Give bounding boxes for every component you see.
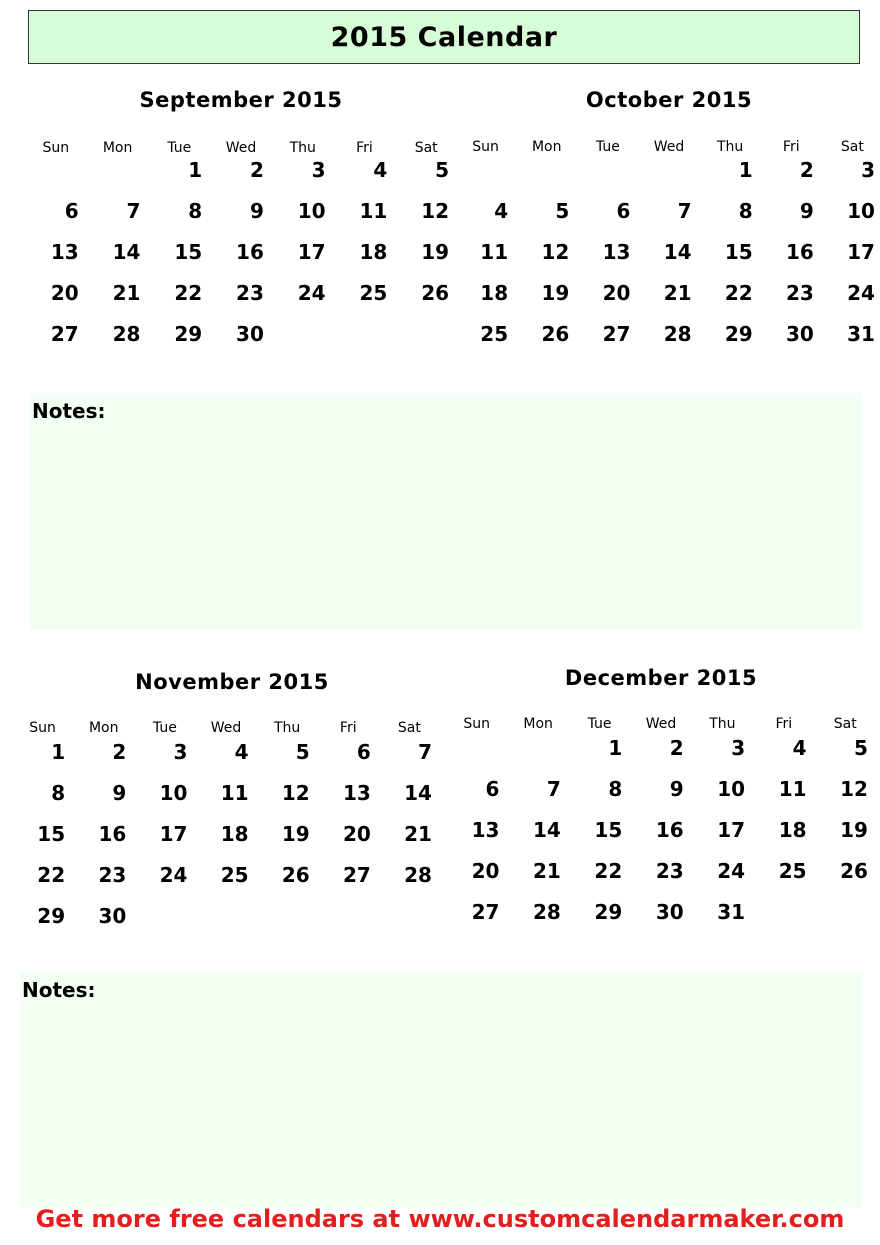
weekday-label: Tue [152, 720, 177, 736]
day-cell: 3 [861, 158, 875, 182]
month-title: December 2015 [564, 666, 758, 690]
week-row [12, 781, 440, 822]
weekday-label: Mon [102, 140, 133, 156]
weekday-label: Tue [587, 716, 612, 732]
day-cell [379, 904, 440, 945]
day-cell: 15 [174, 240, 203, 264]
day-cell: 6 [485, 777, 500, 801]
weekday-label: Sat [833, 716, 857, 732]
day-cell: 2 [112, 740, 127, 764]
day-cell: 7 [126, 199, 141, 223]
week-row [446, 900, 876, 941]
week-row [12, 904, 440, 945]
weekday-label: Wed [210, 720, 242, 736]
month-title: November 2015 [135, 670, 329, 694]
day-cell: 24 [159, 863, 188, 887]
day-cell: 15 [594, 818, 623, 842]
day-cell: 29 [37, 904, 66, 928]
day-cell: 26 [541, 322, 570, 346]
week-row [25, 281, 457, 322]
day-cell: 20 [50, 281, 79, 305]
day-cell: 6 [616, 199, 631, 223]
week-row [446, 859, 876, 900]
day-cell: 14 [404, 781, 432, 805]
notes-label: Notes: [32, 399, 106, 423]
day-cell: 28 [663, 322, 692, 346]
day-cell: 26 [281, 863, 310, 887]
day-cell: 3 [173, 740, 188, 764]
week-row [25, 199, 457, 240]
weekday-label: Thu [289, 140, 316, 156]
weekday-header [25, 140, 457, 156]
day-cell: 1 [51, 740, 66, 764]
week-row [455, 199, 880, 240]
day-cell: 9 [799, 199, 814, 223]
day-cell: 29 [594, 900, 623, 924]
day-cell: 24 [847, 281, 875, 305]
day-cell: 4 [234, 740, 249, 764]
day-cell [87, 158, 149, 199]
day-cell: 3 [731, 736, 746, 760]
week-row [12, 822, 440, 863]
day-cell: 24 [717, 859, 746, 883]
day-cell: 28 [112, 322, 141, 346]
day-cell [753, 900, 814, 941]
day-cell: 7 [546, 777, 561, 801]
day-cell: 24 [297, 281, 326, 305]
week-row [25, 240, 457, 281]
day-cell: 17 [159, 822, 188, 846]
day-cell: 2 [799, 158, 814, 182]
week-row [446, 736, 876, 777]
day-cell [395, 322, 457, 363]
day-cell: 9 [112, 781, 127, 805]
weekday-label: Mon [88, 720, 119, 736]
day-cell: 31 [847, 322, 875, 346]
day-cell: 25 [220, 863, 249, 887]
weekday-label: Fri [339, 720, 357, 736]
weekday-header [12, 720, 440, 736]
day-cell: 17 [297, 240, 326, 264]
day-cell: 11 [359, 199, 388, 223]
day-cell: 18 [778, 818, 807, 842]
day-cell: 26 [421, 281, 450, 305]
day-cell: 12 [840, 777, 868, 801]
day-cell [272, 322, 334, 363]
day-cell: 5 [295, 740, 310, 764]
day-cell: 25 [778, 859, 807, 883]
day-cell: 18 [359, 240, 388, 264]
day-cell: 27 [343, 863, 371, 887]
day-cell: 29 [724, 322, 753, 346]
day-cell: 4 [494, 199, 509, 223]
day-cell: 22 [37, 863, 66, 887]
day-cell: 22 [594, 859, 623, 883]
day-cell: 18 [480, 281, 509, 305]
day-cell: 5 [555, 199, 570, 223]
day-cell [455, 158, 516, 199]
week-row [455, 322, 880, 363]
day-cell: 10 [717, 777, 746, 801]
day-cell: 12 [541, 240, 570, 264]
month-october [455, 88, 880, 363]
day-cell: 12 [281, 781, 310, 805]
day-cell: 21 [663, 281, 692, 305]
week-row [446, 777, 876, 818]
day-cell: 8 [188, 199, 203, 223]
weekday-label: Tue [167, 140, 192, 156]
day-cell: 10 [159, 781, 188, 805]
weekday-label: Fri [782, 139, 800, 155]
day-cell: 30 [786, 322, 814, 346]
weekday-label: Sun [463, 716, 491, 732]
day-cell [446, 736, 507, 777]
day-cell [195, 904, 256, 945]
day-cell: 25 [359, 281, 388, 305]
day-cell: 21 [112, 281, 141, 305]
day-cell: 14 [663, 240, 692, 264]
day-cell: 19 [421, 240, 450, 264]
day-cell: 7 [418, 740, 432, 764]
day-cell: 20 [602, 281, 631, 305]
day-cell: 19 [541, 281, 570, 305]
day-cell: 1 [738, 158, 753, 182]
weekday-label: Wed [645, 716, 677, 732]
day-cell: 22 [174, 281, 203, 305]
day-cell: 2 [669, 736, 684, 760]
weekday-label: Sat [397, 720, 421, 736]
day-cell: 5 [854, 736, 868, 760]
day-cell: 4 [792, 736, 807, 760]
day-cell: 20 [471, 859, 500, 883]
day-cell: 6 [64, 199, 79, 223]
day-cell: 12 [421, 199, 450, 223]
day-cell: 21 [533, 859, 561, 883]
day-cell: 16 [236, 240, 264, 264]
day-cell: 14 [533, 818, 561, 842]
weekday-header [455, 139, 880, 155]
notes-area-1 [30, 393, 862, 630]
day-cell: 26 [840, 859, 868, 883]
day-cell: 7 [677, 199, 692, 223]
weekday-label: Thu [273, 720, 301, 736]
day-cell: 13 [471, 818, 500, 842]
week-row [455, 281, 880, 322]
day-cell: 28 [404, 863, 432, 887]
day-cell: 9 [249, 199, 264, 223]
calendar-title: 2015 Calendar [28, 10, 860, 64]
day-cell: 20 [343, 822, 371, 846]
day-cell: 15 [724, 240, 753, 264]
day-cell: 16 [655, 818, 684, 842]
week-row [25, 322, 457, 363]
day-cell: 17 [717, 818, 746, 842]
day-cell: 11 [480, 240, 509, 264]
day-cell: 23 [236, 281, 264, 305]
day-cell: 23 [786, 281, 814, 305]
notes-area-2 [20, 972, 862, 1208]
day-cell: 9 [669, 777, 684, 801]
day-cell [638, 158, 699, 199]
day-cell: 27 [50, 322, 79, 346]
weekday-header [446, 716, 876, 732]
weekday-label: Mon [531, 139, 562, 155]
weekday-label: Sat [840, 139, 864, 155]
day-cell: 19 [281, 822, 310, 846]
day-cell: 23 [98, 863, 127, 887]
week-row [25, 158, 457, 199]
month-december [446, 666, 876, 936]
week-row [12, 863, 440, 904]
week-row [455, 240, 880, 281]
weekday-label: Sun [472, 139, 499, 155]
day-cell [334, 322, 396, 363]
day-cell [577, 158, 638, 199]
day-cell: 10 [297, 199, 326, 223]
weekday-label: Sun [42, 140, 70, 156]
day-cell: 28 [533, 900, 561, 924]
day-cell: 23 [655, 859, 684, 883]
day-cell: 14 [112, 240, 141, 264]
month-title: October 2015 [585, 88, 753, 112]
day-cell: 19 [840, 818, 868, 842]
day-cell: 13 [50, 240, 79, 264]
weekday-label: Tue [595, 139, 620, 155]
day-cell [318, 904, 379, 945]
day-cell: 4 [373, 158, 388, 182]
day-cell: 31 [717, 900, 746, 924]
day-cell [815, 900, 876, 941]
day-cell: 3 [311, 158, 326, 182]
day-cell [516, 158, 577, 199]
day-cell: 15 [37, 822, 66, 846]
footer-promo-text: Get more free calendars at www.customcalendarmaker.com [35, 1205, 845, 1233]
day-cell: 8 [608, 777, 623, 801]
day-cell: 22 [724, 281, 753, 305]
day-cell: 8 [738, 199, 753, 223]
day-cell: 18 [220, 822, 249, 846]
week-row [446, 818, 876, 859]
day-cell: 13 [343, 781, 371, 805]
weekday-label: Fri [775, 716, 793, 732]
day-cell: 27 [602, 322, 631, 346]
day-cell [134, 904, 195, 945]
day-cell: 21 [404, 822, 432, 846]
day-cell [257, 904, 318, 945]
day-cell: 30 [236, 322, 264, 346]
day-cell: 25 [480, 322, 509, 346]
day-cell: 30 [98, 904, 127, 928]
day-cell: 1 [188, 158, 203, 182]
month-november [12, 670, 440, 940]
day-cell: 8 [51, 781, 66, 805]
month-september [25, 88, 457, 363]
day-cell: 13 [602, 240, 631, 264]
month-title: September 2015 [139, 88, 343, 112]
day-cell: 1 [608, 736, 623, 760]
day-cell: 2 [249, 158, 264, 182]
week-row [12, 740, 440, 781]
day-cell: 11 [778, 777, 807, 801]
day-cell: 17 [847, 240, 875, 264]
weekday-label: Sat [414, 140, 438, 156]
day-cell: 6 [356, 740, 371, 764]
weekday-label: Wed [225, 140, 257, 156]
weekday-label: Wed [653, 139, 685, 155]
day-cell [507, 736, 568, 777]
weekday-label: Mon [523, 716, 553, 732]
weekday-label: Sun [29, 720, 56, 736]
day-cell: 16 [98, 822, 127, 846]
day-cell: 16 [786, 240, 814, 264]
weekday-label: Thu [709, 716, 736, 732]
day-cell: 11 [220, 781, 249, 805]
day-cell: 10 [847, 199, 875, 223]
day-cell: 5 [435, 158, 450, 182]
notes-label: Notes: [22, 978, 96, 1002]
week-row [455, 158, 880, 199]
day-cell: 27 [471, 900, 500, 924]
weekday-label: Thu [716, 139, 744, 155]
weekday-label: Fri [356, 140, 373, 156]
day-cell [25, 158, 87, 199]
day-cell: 30 [655, 900, 684, 924]
day-cell: 29 [174, 322, 203, 346]
